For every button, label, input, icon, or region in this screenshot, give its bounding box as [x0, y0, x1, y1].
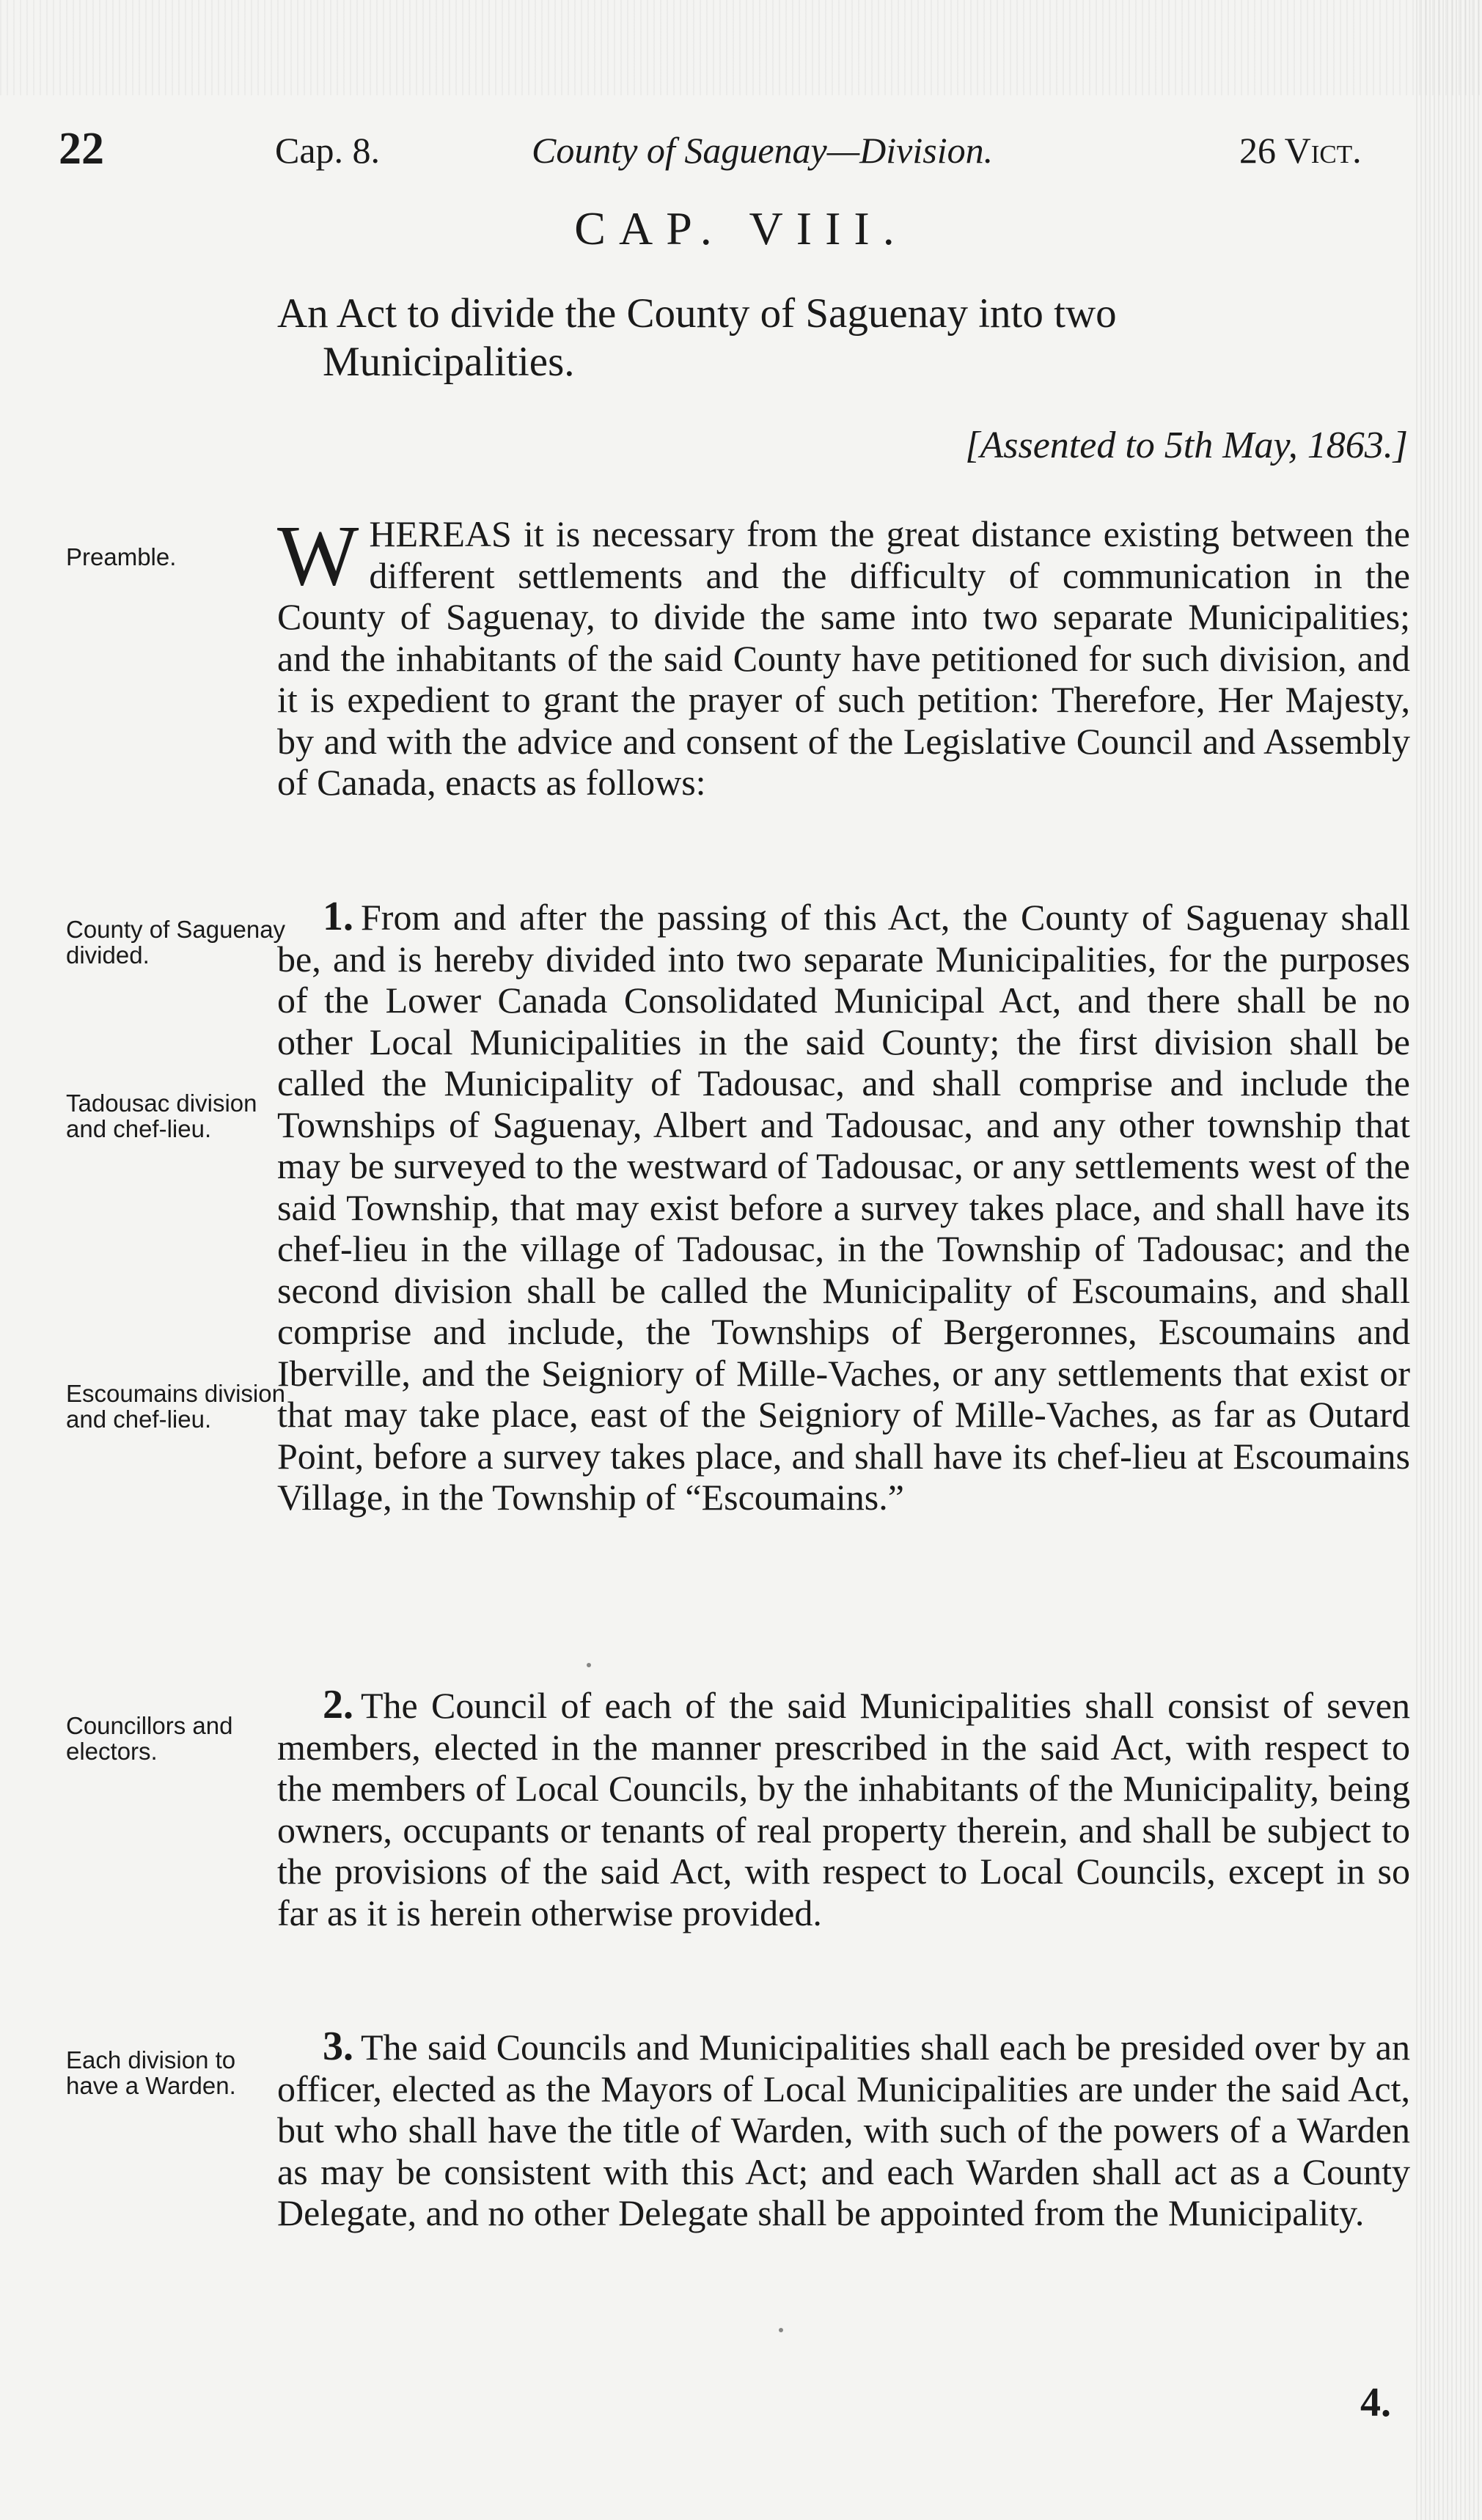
running-head-title: County of Saguenay—Division. [532, 130, 994, 171]
section-2-paragraph [277, 1684, 1410, 1933]
section-2-text: The Council of each of the said Municipalities shall consist of seven members, elected in the manner prescribed in the said Act, with respect to the members of Local Councils, by the inhabitants of the Municipality, being owners, occupants or tenants of real property therein, and shall be subject to the provisions of the said Act, with respect to Local Councils, except in so far as it is herein otherwise provided. [277, 1685, 1410, 1933]
scan-noise-edge [1416, 0, 1482, 2520]
act-title [277, 290, 1406, 386]
section-3-number: 3. [323, 2024, 353, 2069]
preamble-text: HEREAS it is necessary from the great distance existing between the different settlements and the difficulty of communication in the County of Saguenay, to divide the same into two separate Municipalities; and the inhabitants of the said County have petitioned for such division, and it is expedient to grant the prayer of such petition: Therefore, Her Majesty, by and with the advice and consent of the Legislative Council and Assembly of Canada, enacts as follows: [277, 513, 1410, 803]
preamble-dropcap: W [277, 507, 359, 603]
act-title-line-2: Municipalities. [323, 339, 575, 385]
catchword: 4. [1360, 2380, 1391, 2425]
assent-date: [Assented to 5th May, 1863.] [965, 425, 1408, 466]
scan-noise-top [0, 0, 1482, 95]
running-head-chapter: Cap. 8. [275, 130, 381, 171]
act-title-line-1: An Act to divide the County of Saguenay into two [277, 290, 1117, 337]
page-number: 22 [59, 124, 104, 174]
ink-speck [779, 2328, 783, 2332]
section-1-text: From and after the passing of this Act, the County of Saguenay shall be, and is hereby divided into two separate Municipalities, for the purposes of the Lower Canada Consolidated Municipal Act, and there shall be no other Local Municipalities in the said County; the first division shall be called the Municipality of Tadousac, and shall comprise and include the Townships of Saguenay, Albert and Tadousac, and any other township that may be surveyed to the westward of Tadousac, or any settlements west of the said Township, that may exist before a survey takes place, and shall have its chef-lieu in the village of Tadousac, in the Township of Tadousac; and the second division shall be called the Municipality of Escoumains, and shall comprise and include, the Townships of Bergeronnes, Escoumains and Iberville, and the Seigniory of Mille-Vaches, or any settlements that exist or that may take place, east of the Seigniory of Mille-Vaches, as far as Outard Point, before a survey takes place, and shall have its chef-lieu at Escoumains Village, in the Township of “Escoumains.” [277, 897, 1410, 1518]
ink-speck [587, 1663, 591, 1667]
section-1-number: 1. [323, 894, 353, 939]
preamble-paragraph [277, 507, 1410, 804]
section-3-text: The said Councils and Municipalities shall each be presided over by an officer, elected as the Mayors of Local Municipalities are under the said Act, but who shall have the title of Warden, with such of the powers of a Warden as may be consistent with this Act; and each Warden shall act as a County Delegate, and no other Delegate shall be appointed from the Municipality. [277, 2027, 1410, 2233]
sidenote-councillors: Councillors and electors. [66, 1712, 233, 1765]
section-1-paragraph [277, 896, 1410, 1518]
sidenote-county-divided: County of Saguenay divided. [66, 916, 286, 969]
sidenote-preamble: Preamble. [66, 543, 177, 570]
section-3-paragraph [277, 2026, 1410, 2234]
sidenote-escoumains: Escoumains division and chef-lieu. [66, 1380, 285, 1433]
running-head [0, 123, 1482, 182]
sidenote-warden: Each division to have a Warden. [66, 2046, 236, 2099]
running-head-year: 26 Vict. [1239, 130, 1362, 171]
section-2-number: 2. [323, 1682, 353, 1727]
sidenote-tadousac: Tadousac division and chef-lieu. [66, 1090, 257, 1142]
chapter-heading: CAP. VIII. [574, 202, 908, 254]
